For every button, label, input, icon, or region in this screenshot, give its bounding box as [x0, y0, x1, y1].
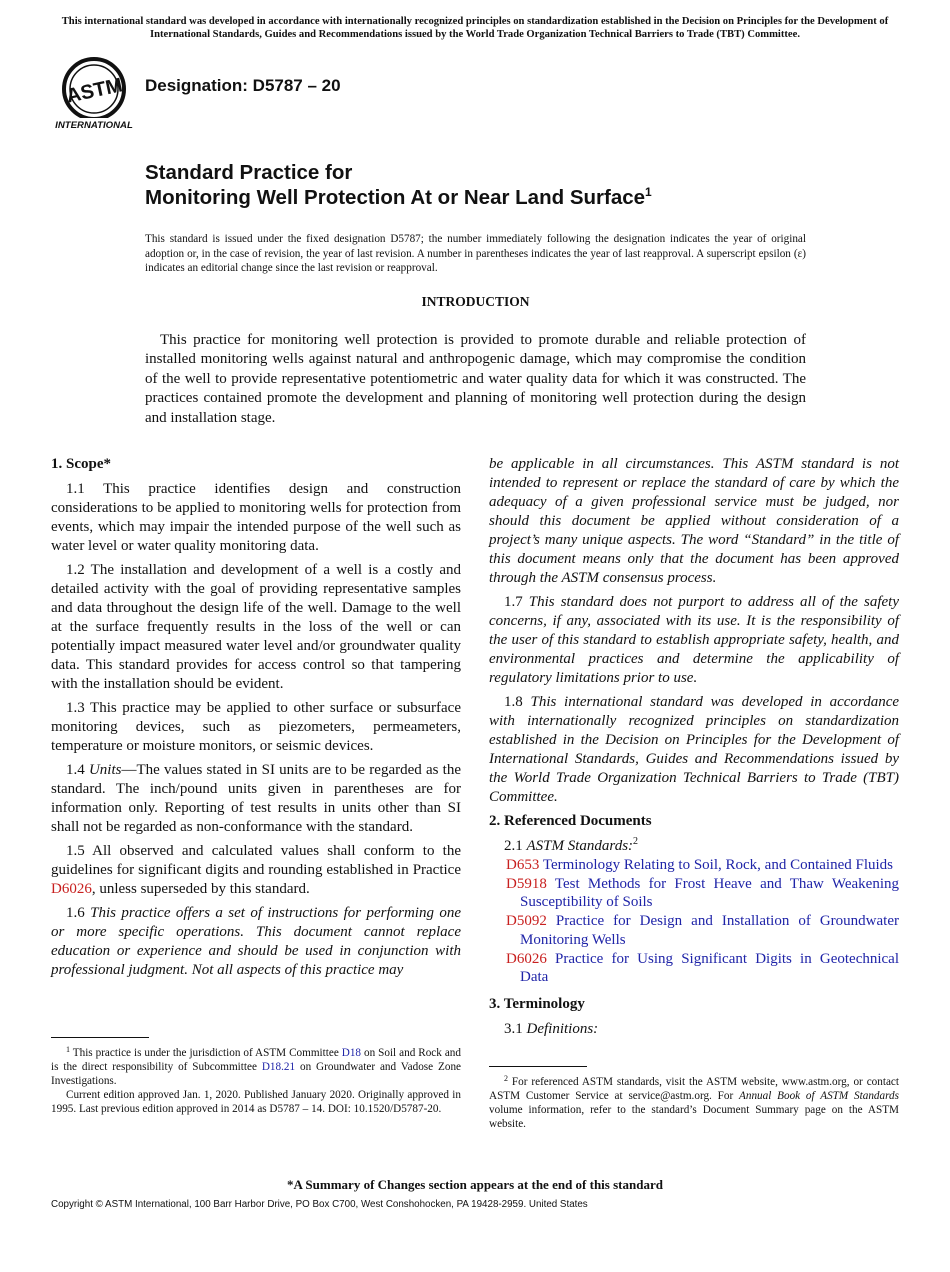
reference-title[interactable]: Test Methods for Frost Heave and Thaw Weakening Susceptibility of Soils: [520, 875, 899, 911]
paragraph-1-3: 1.3 This practice may be applied to other surface or subsurface monitoring devices, such as piezometers, permeameters, temperature or moisture monitors, or seismic devices.: [51, 700, 461, 754]
footnote-1-para-2: Current edition approved Jan. 1, 2020. Published January 2020. Originally approved in 1995. Last previous edition approved in 2014 as D5787 – 14. DOI: 10.1520/D5787-20.: [51, 1089, 461, 1115]
paragraph-1-5: [51, 842, 461, 899]
standard-note: This standard is issued under the fixed designation D5787; the number immediately following the designation indicates the year of original adoption or, in the case of revision, the year of last revision. A number in parentheses indicates the year of last reapproval. A superscript epsilon (ε) indicates an editorial change since the last revision or reapproval.: [145, 233, 806, 274]
footnote-2-mark: 2: [504, 1074, 508, 1083]
footnote-2-text-b: volume information, refer to the standard’s Document Summary page on the ASTM website.: [489, 1104, 899, 1130]
title-line-1: Standard Practice for: [145, 161, 353, 184]
footnote-1-para-1: [51, 1046, 461, 1088]
reference-code[interactable]: D5918: [506, 875, 547, 892]
paragraph-1-7: [489, 593, 899, 688]
reference-item[interactable]: [489, 875, 899, 912]
footnote-2-para: [489, 1075, 899, 1131]
top-notice: This international standard was developed in accordance with internationally recognized principles on standardization established in the Decision on Principles for the Development of International Standards, Guides and Recommendations issued by the World Trade Organization Technical Barriers to Trade (TBT) Committee.: [61, 16, 889, 40]
introduction-text: This practice for monitoring well protection is provided to promote durable and reliable protection of installed monitoring wells against natural and anthropogenic damage, which may compromise the condition of the well to provide representative potentiometric and water quality data for which it was constructed. The practices contained promote the development and planning of monitoring well protection during the design and installation stage.: [145, 332, 806, 426]
footnote-1-text-c: on Groundwater and Vadose Zone Investigations.: [51, 1061, 461, 1087]
paragraph-1-6: [51, 904, 461, 980]
footnote-1: [51, 1046, 461, 1116]
astm-logo: [53, 56, 135, 134]
footnote-2-italic: Annual Book of ASTM Standards: [739, 1090, 899, 1102]
paragraph-1-6-continued: [489, 455, 899, 588]
footnote-2: [489, 1075, 899, 1131]
reference-item[interactable]: [489, 950, 899, 987]
left-column: [51, 455, 461, 985]
paragraph-1-5-text: 1.5 All observed and calculated values shall conform to the guidelines for significant digits and rounding established in Practice: [51, 843, 461, 878]
paragraph-2-1: [489, 837, 899, 856]
title-line-2: [145, 185, 845, 210]
link-d18-21[interactable]: D18.21: [261, 1061, 296, 1073]
paragraph-1-4-label: Units: [88, 762, 122, 778]
summary-of-changes-note: *A Summary of Changes section appears at the end of this standard: [287, 1177, 663, 1192]
paragraph-1-6-text: This practice offers a set of instructions for performing one or more specific operations. This document cannot replace education or experience and should be used in conjunction with professional judgment. Not all aspects of this practice may: [51, 905, 461, 978]
footnote-1-text-b: on Soil and Rock and is the direct responsibility of Subcommittee: [51, 1047, 461, 1073]
logo-text: ASTM: [64, 74, 125, 108]
scope-heading: 1. Scope*: [51, 456, 111, 472]
paragraph-3-1-label: Definitions:: [526, 1020, 599, 1037]
reference-item[interactable]: [489, 912, 899, 949]
paragraph-2-1-num: 2.1: [504, 838, 523, 854]
reference-code[interactable]: D653: [506, 857, 540, 873]
paragraph-1-2: 1.2 The installation and development of a well is a costly and detailed activity with the goal of providing representative samples and data throughout the design life of the well. Damage to the well at the surface frequently results in the loss of the well or can potentially impact measured water level and/or groundwater quality data. This standard provides for access control so that tampering with the installation should be evident.: [51, 562, 461, 692]
link-d6026[interactable]: D6026: [51, 881, 92, 897]
logo-subtext: INTERNATIONAL: [55, 120, 133, 131]
title-footnote-mark: 1: [645, 185, 652, 199]
reference-code[interactable]: D6026: [506, 950, 547, 967]
paragraph-1-6-continued-text: be applicable in all circumstances. This ASTM standard is not intended to represent or replace the standard of care by which the adequacy of a given professional service must be judged, nor should this document be applied without consideration of a project’s many unique aspects. The word “Standard” in the title of this document means only that the document has been approved through the ASTM consensus process.: [489, 456, 899, 586]
paragraph-1-6-num: 1.6: [66, 905, 85, 921]
paragraph-1-4-text: —The values stated in SI units are to be regarded as the standard. The inch/pound units given in parentheses are for information only. Reporting of test results in units other than SI shall not be regarded as non-conformance with the standard.: [51, 762, 462, 835]
paragraph-1-7-num: 1.7: [504, 594, 523, 610]
link-d18[interactable]: D18: [341, 1047, 362, 1059]
reference-title[interactable]: Terminology Relating to Soil, Rock, and Contained Fluids: [542, 857, 894, 873]
paragraph-1-8-text: This international standard was developed in accordance with internationally recognized principles on standardization established in the Decision on Principles for the Development of International Standards, Guides and Recommendations issued by the World Trade Organization Technical Barriers to Trade (TBT) Committee.: [489, 694, 900, 805]
reference-title[interactable]: Practice for Design and Installation of Groundwater Monitoring Wells: [520, 913, 899, 948]
right-column: [489, 455, 899, 1044]
paragraph-1-5-end: , unless superseded by this standard.: [91, 881, 310, 897]
paragraph-1-7-text: This standard does not purport to address all of the safety concerns, if any, associated with its use. It is the responsibility of the user of this standard to establish appropriate safety, health, and environmental practices and determine the applicability of regulatory limitations prior to use.: [489, 594, 899, 686]
paragraph-1-4: [51, 761, 461, 837]
terminology-heading: 3. Terminology: [489, 995, 585, 1012]
footnote-rule-right: [489, 1066, 587, 1067]
reference-code[interactable]: D5092: [506, 913, 547, 930]
astm-logo-icon: [53, 56, 135, 134]
reference-title[interactable]: Practice for Using Significant Digits in Geotechnical Data: [520, 950, 900, 986]
document-title: [145, 160, 845, 210]
paragraph-1-4-num: 1.4: [66, 762, 85, 778]
paragraph-2-1-label: ASTM Standards:: [526, 838, 634, 854]
paragraph-1-1: 1.1 This practice identifies design and construction considerations to be applied to monitoring wells for protection from events, which may impair the intended purpose of the well such as water level or water quality monitoring data.: [51, 481, 461, 554]
footnote-2-text-a: For referenced ASTM standards, visit the ASTM website, www.astm.org, or contact ASTM Customer Service at service@astm.org. For: [489, 1076, 899, 1102]
title-line-2-text: Monitoring Well Protection At or Near Land Surface: [145, 186, 646, 209]
referenced-documents-heading: 2. Referenced Documents: [489, 813, 652, 829]
footnote-1-mark: 1: [66, 1045, 70, 1054]
copyright: Copyright © ASTM International, 100 Barr Harbor Drive, PO Box C700, West Conshohocken, PA 19428-2959. United States: [51, 1199, 588, 1210]
designation: Designation: D5787 – 20: [145, 76, 341, 95]
paragraph-1-8-num: 1.8: [504, 694, 523, 710]
paragraph-1-8: [489, 693, 899, 807]
paragraph-3-1-num: 3.1: [504, 1020, 523, 1037]
introduction-heading: INTRODUCTION: [421, 294, 530, 309]
footnote-1-text-a: This practice is under the jurisdiction of ASTM Committee: [72, 1047, 342, 1059]
paragraph-3-1: [489, 1020, 899, 1039]
paragraph-2-1-mark: 2: [633, 836, 639, 847]
reference-item[interactable]: [489, 856, 899, 875]
footnote-rule-left: [51, 1037, 149, 1038]
